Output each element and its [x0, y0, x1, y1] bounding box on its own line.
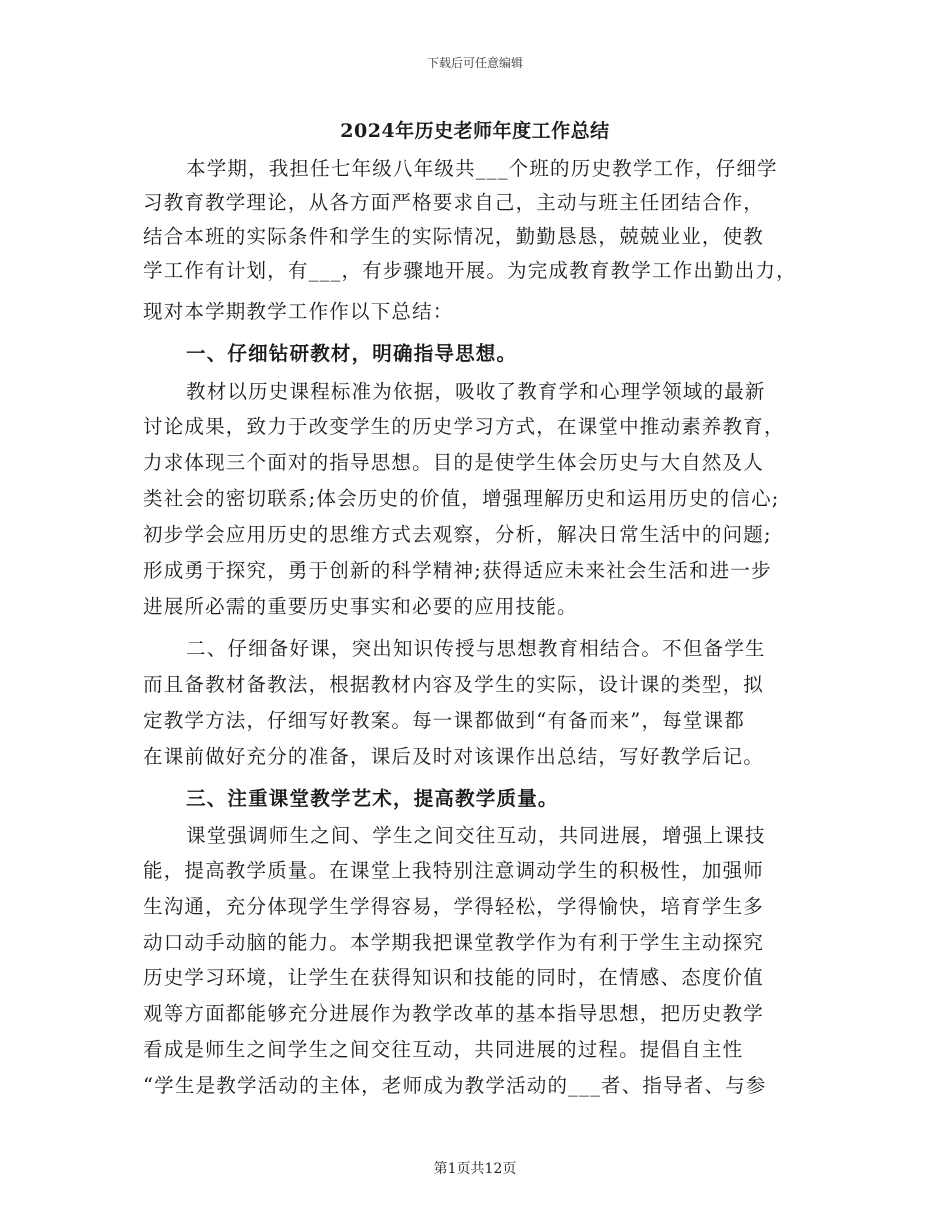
- body-line: 看成是师生之间学生之间交往互动，共同进展的过程。提倡自主性: [143, 1038, 744, 1061]
- body-line: 讨论成果，致力于改变学生的历史学习方式，在课堂中推动素养教育，: [143, 415, 785, 438]
- body-line: 进展所必需的重要历史事实和必要的应用技能。: [143, 595, 578, 618]
- body-line: 历史学习环境，让学生在获得知识和技能的同时，在情感、态度价值: [143, 966, 765, 989]
- body-line: 在课前做好充分的准备，课后及时对该课作出总结，写好教学后记。: [143, 745, 765, 768]
- body-line: 而且备教材备教法，根据教材内容及学生的实际，设计课的类型，拟: [143, 673, 765, 696]
- body-line: 动口动手动脑的能力。本学期我把课堂教学作为有利于学生主动探究: [143, 931, 765, 954]
- body-line: 力求体现三个面对的指导思想。目的是使学生体会历史与大自然及人: [143, 451, 765, 474]
- body-line: 生沟通，充分体现学生学得容易，学得轻松，学得愉快，培育学生多: [143, 895, 765, 918]
- body-line: 本学期，我担任七年级八年级共___个班的历史教学工作，仔细学: [186, 157, 778, 180]
- page-header-note: 下载后可任意编辑: [426, 56, 523, 70]
- body-line: 现对本学期教学工作作以下总结：: [143, 300, 454, 323]
- body-line: 定教学方法，仔细写好教案。每一课都做到“有备而来”，每堂课都: [143, 709, 745, 732]
- body-line: “学生是教学活动的主体，老师成为教学活动的___者、指导者、与参: [143, 1074, 767, 1097]
- body-line: 观等方面都能够充分进展作为教学改革的基本指导思想，把历史教学: [143, 1002, 765, 1025]
- section-heading-3: 三、注重课堂教学艺术，提高教学质量。: [186, 787, 559, 810]
- body-line: 教材以历史课程标准为依据，吸收了教育学和心理学领域的最新: [186, 380, 766, 403]
- document-title: 2024年历史老师年度工作总结: [340, 120, 610, 142]
- body-line: 课堂强调师生之间、学生之间交往互动，共同进展，增强上课技: [186, 824, 766, 847]
- section-heading-2: 二、仔细备好课，突出知识传授与思想教育相结合。不但备学生: [186, 637, 766, 660]
- body-line: 初步学会应用历史的思维方式去观察，分析，解决日常生活中的问题;: [143, 523, 772, 546]
- page-number-footer: 第1页共12页: [433, 1161, 517, 1177]
- section-heading-1: 一、仔细钻研教材，明确指导思想。: [186, 342, 518, 365]
- body-line: 类社会的密切联系;体会历史的价值，增强理解历史和运用历史的信心;: [143, 487, 780, 510]
- body-line: 能，提高教学质量。在课堂上我特别注意调动学生的积极性，加强师: [143, 859, 765, 882]
- body-line: 结合本班的实际条件和学生的实际情况，勤勤恳恳，兢兢业业，使教: [143, 225, 765, 248]
- body-line: 形成勇于探究，勇于创新的科学精神;获得适应未来社会生活和进一步: [143, 559, 772, 582]
- body-line: 学工作有计划，有___，有步骤地开展。为完成教育教学工作出勤出力，: [143, 259, 797, 282]
- body-line: 习教育教学理论，从各方面严格要求自己，主动与班主任团结合作，: [143, 191, 765, 214]
